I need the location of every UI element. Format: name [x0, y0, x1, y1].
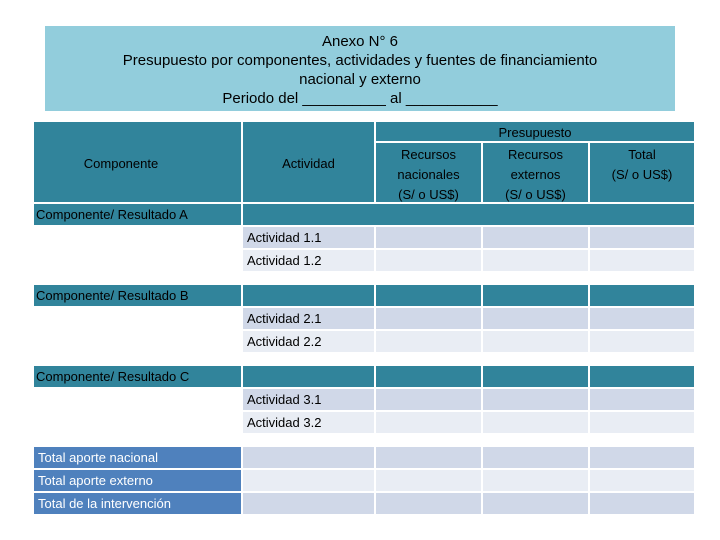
header-total: Total (S/ o US$)	[611, 147, 673, 182]
group-b-externo[interactable]	[482, 284, 589, 307]
activity-row-1-2	[242, 249, 375, 272]
activity-row-3-2	[242, 411, 375, 434]
cell-externo[interactable]	[482, 330, 589, 353]
cell-total[interactable]	[589, 411, 695, 434]
title-line-1: Anexo N° 6	[321, 33, 399, 50]
document-title	[45, 26, 675, 111]
title-line-4: Periodo del __________ al ___________	[222, 90, 498, 107]
total-cell[interactable]	[242, 492, 375, 515]
activity-label: Actividad 3.2	[247, 415, 322, 430]
total-aporte-nacional	[33, 446, 242, 469]
activity-label: Actividad 1.2	[247, 253, 322, 268]
cell-total[interactable]	[589, 307, 695, 330]
cell-externo[interactable]	[482, 249, 589, 272]
group-b-fill	[242, 284, 375, 307]
header-actividad: Actividad	[282, 156, 335, 171]
activity-row-1-1	[242, 226, 375, 249]
total-cell[interactable]	[482, 469, 589, 492]
activity-row-3-1	[242, 388, 375, 411]
cell-nacional[interactable]	[375, 249, 482, 272]
total-label: Total aporte nacional	[38, 450, 158, 465]
total-aporte-externo	[33, 469, 242, 492]
header-presupuesto: Presupuesto	[498, 125, 572, 140]
cell-externo[interactable]	[482, 411, 589, 434]
group-b-label: Componente/ Resultado B	[36, 288, 189, 303]
header-recursos-externos: Recursos externos (S/ o US$)	[505, 147, 566, 202]
activity-label: Actividad 2.2	[247, 334, 322, 349]
total-cell[interactable]	[589, 446, 695, 469]
total-cell[interactable]	[242, 469, 375, 492]
total-label: Total aporte externo	[38, 473, 153, 488]
header-recursos-nacionales: Recursos nacionales (S/ o US$)	[397, 147, 460, 202]
activity-label: Actividad 1.1	[247, 230, 322, 245]
cell-nacional[interactable]	[375, 411, 482, 434]
total-cell[interactable]	[482, 446, 589, 469]
cell-nacional[interactable]	[375, 307, 482, 330]
cell-total[interactable]	[589, 226, 695, 249]
total-label: Total de la intervención	[38, 496, 171, 511]
group-a-label: Componente/ Resultado A	[36, 207, 188, 222]
total-intervencion	[33, 492, 242, 515]
group-c-total[interactable]	[589, 365, 695, 388]
total-cell[interactable]	[242, 446, 375, 469]
activity-row-2-2	[242, 330, 375, 353]
group-c-nacional[interactable]	[375, 365, 482, 388]
activity-label: Actividad 2.1	[247, 311, 322, 326]
total-cell[interactable]	[589, 469, 695, 492]
header-componente: Componente	[83, 156, 159, 171]
cell-total[interactable]	[589, 330, 695, 353]
total-cell[interactable]	[375, 446, 482, 469]
total-cell[interactable]	[482, 492, 589, 515]
total-cell[interactable]	[375, 469, 482, 492]
group-b-nacional[interactable]	[375, 284, 482, 307]
group-b-total[interactable]	[589, 284, 695, 307]
cell-nacional[interactable]	[375, 330, 482, 353]
group-c-fill	[242, 365, 375, 388]
group-a-fill	[242, 203, 695, 226]
activity-row-2-1	[242, 307, 375, 330]
cell-externo[interactable]	[482, 226, 589, 249]
total-cell[interactable]	[589, 492, 695, 515]
cell-nacional[interactable]	[375, 226, 482, 249]
cell-externo[interactable]	[482, 307, 589, 330]
cell-total[interactable]	[589, 249, 695, 272]
cell-total[interactable]	[589, 388, 695, 411]
activity-label: Actividad 3.1	[247, 392, 322, 407]
title-line-3: nacional y externo	[299, 71, 421, 88]
title-line-2: Presupuesto por componentes, actividades y fuentes de financiamiento	[122, 52, 598, 69]
cell-nacional[interactable]	[375, 388, 482, 411]
cell-externo[interactable]	[482, 388, 589, 411]
total-cell[interactable]	[375, 492, 482, 515]
group-c-externo[interactable]	[482, 365, 589, 388]
group-c-label: Componente/ Resultado C	[36, 369, 190, 384]
